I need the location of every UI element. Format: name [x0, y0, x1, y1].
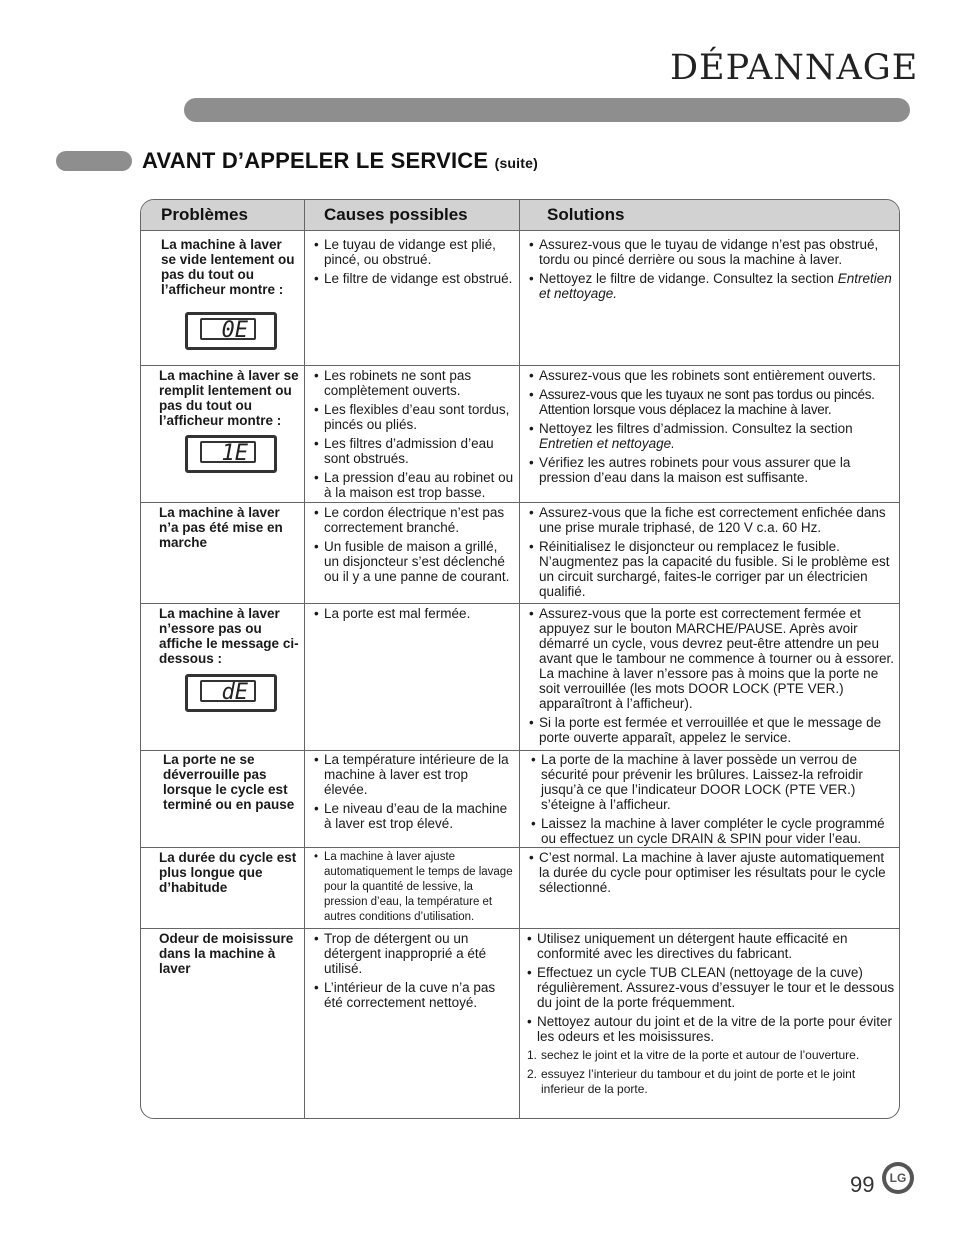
solution-reference: Entretien et nettoyage.	[539, 436, 675, 451]
solution-item: • Nettoyez autour du joint et de la vitre de la porte pour éviter les odeurs et les moisissures.	[527, 1014, 895, 1044]
cause-item: • Le tuyau de vidange est plié, pincé, ou obstrué.	[314, 237, 514, 267]
display-icon	[185, 312, 277, 350]
solution-item: • Assurez-vous que le tuyau de vidange n’est pas obstrué, tordu ou pincé derrière ou sous la machine à laver.	[529, 237, 894, 267]
problem-fill: La machine à laver se remplit lentement ou pas du tout ou l’afficheur montre :	[159, 368, 299, 428]
causes-fill	[314, 368, 514, 504]
solution-item	[529, 421, 895, 451]
cause-item: • La température intérieure de la machine à laver est trop élevée.	[314, 752, 514, 797]
troubleshooting-table	[140, 199, 900, 1119]
cause-item: • Le filtre de vidange est obstrué.	[314, 271, 514, 286]
solution-item: • Assurez-vous que les robinets sont entièrement ouverts.	[529, 368, 895, 383]
display-code: 1E	[200, 441, 256, 463]
causes-door	[314, 752, 514, 835]
header-bar	[184, 98, 910, 122]
table-header	[141, 200, 899, 231]
solution-item: • Assurez-vous que la fiche est correctement enfichée dans une prise murale triphasé, de 120 V c.a. 60 Hz.	[529, 505, 895, 535]
solutions-odor	[527, 931, 895, 1101]
solution-text: Nettoyez les filtres d’admission. Consultez la section	[539, 421, 853, 436]
lg-logo-icon	[882, 1162, 914, 1194]
solutions-drain	[529, 237, 894, 305]
solution-item: • Utilisez uniquement un détergent haute efficacité en conformité avec les directives du fabricant.	[527, 931, 895, 961]
solution-item: • Assurez-vous que les tuyaux ne sont pas tordus ou pincés. Attention lorsque vous déplacez la machine à laver.	[529, 387, 895, 417]
row-divider	[141, 750, 899, 751]
cause-item: • Un fusible de maison a grillé, un disjoncteur s’est déclenché ou il y a une panne de courant.	[314, 539, 514, 584]
solution-step	[527, 1067, 895, 1097]
cause-item: • Les filtres d’admission d’eau sont obstrués.	[314, 436, 514, 466]
page-number: 99	[850, 1172, 875, 1197]
causes-duration	[314, 850, 516, 929]
display-code: 0E	[200, 318, 256, 340]
cause-item: • Les robinets ne sont pas complètement ouverts.	[314, 368, 514, 398]
solution-item: • La porte de la machine à laver possède un verrou de sécurité pour prévenir les brûlures. Laissez-la refroidir jusqu’à ce que l’indicateur DOOR LOCK (PTE VER.) s’éteigne à l’afficheur.	[531, 752, 895, 812]
display-icon	[185, 674, 277, 712]
solution-item: • Laissez la machine à laver compléter le cycle programmé ou effectuez un cycle DRAIN & SPIN pour vider l’eau.	[531, 816, 895, 846]
solution-item: • Vérifiez les autres robinets pour vous assurer que la pression d’eau dans la maison est suffisante.	[529, 455, 895, 485]
solution-item: • Assurez-vous que la porte est correctement fermée et appuyez sur le bouton MARCHE/PAUSE. Après avoir démarré un cycle, vous devrez peut-être attendre un peu avant que le tambour ne commence à tourner ou à essorer. La machine à laver n’essore pas à moins que la porte ne soit verrouillée (les mots DOOR LOCK (PTE VER.) apparaîtront à l’afficheur).	[529, 606, 897, 711]
causes-spin	[314, 606, 514, 625]
solutions-spin	[529, 606, 897, 749]
section-pill	[56, 151, 132, 171]
cause-item: • La pression d’eau au robinet ou à la maison est trop basse.	[314, 470, 514, 500]
solution-reference: Entretien et nettoyage.	[539, 271, 892, 301]
display-code: dE	[200, 680, 256, 702]
row-divider	[141, 928, 899, 929]
solutions-fill	[529, 368, 895, 489]
header-problems: Problèmes	[161, 205, 248, 224]
step-text: sechez le joint et la vitre de la porte et autour de l’ouverture.	[541, 1048, 860, 1062]
solution-step	[527, 1048, 895, 1063]
solution-text: Nettoyez le filtre de vidange. Consultez la section	[539, 271, 834, 286]
row-divider	[141, 603, 899, 604]
section-title-suffix: (suite)	[494, 155, 538, 171]
cause-item: • La porte est mal fermée.	[314, 606, 514, 621]
column-divider	[519, 200, 520, 1119]
section-title	[142, 148, 538, 174]
cause-item: • Trop de détergent ou un détergent inapproprié a été utilisé.	[314, 931, 514, 976]
step-text: essuyez l’interieur du tambour et du joint de porte et le joint inferieur de la porte.	[541, 1067, 856, 1096]
cause-item: • La machine à laver ajuste automatiquement le temps de lavage pour la quantité de lessive, la pression d’eau, la température et autres conditions d’utilisation.	[314, 850, 516, 925]
row-divider	[141, 502, 899, 503]
problem-door: La porte ne se déverrouille pas lorsque le cycle est terminé ou en pause	[163, 752, 295, 812]
row-divider	[141, 365, 899, 366]
step-number: 2.	[527, 1067, 538, 1081]
page-title: DÉPANNAGE	[670, 48, 919, 88]
causes-odor	[314, 931, 514, 1014]
solution-item	[529, 271, 894, 301]
lg-logo-text: LG	[886, 1166, 910, 1190]
cause-item: • L’intérieur de la cuve n’a pas été correctement nettoyé.	[314, 980, 514, 1010]
causes-power	[314, 505, 514, 588]
section-title-text: AVANT D’APPELER LE SERVICE	[142, 148, 489, 173]
problem-spin: La machine à laver n’essore pas ou affiche le message ci-dessous :	[159, 606, 299, 666]
problem-odor: Odeur de moisissure dans la machine à laver	[159, 931, 294, 976]
column-divider	[304, 200, 305, 1119]
problem-duration: La durée du cycle est plus longue que d’habitude	[159, 850, 297, 895]
solutions-power	[529, 505, 895, 603]
cause-item: • Les flexibles d’eau sont tordus, pincés ou pliés.	[314, 402, 514, 432]
problem-power: La machine à laver n’a pas été mise en marche	[159, 505, 283, 550]
solution-item: • Si la porte est fermée et verrouillée et que le message de porte ouverte apparaît, appelez le service.	[529, 715, 897, 745]
cause-item: • Le niveau d’eau de la machine à laver est trop élevé.	[314, 801, 514, 831]
solution-item: • Effectuez un cycle TUB CLEAN (nettoyage de la cuve) régulièrement. Assurez-vous d’essuyer le tour et le dessous du joint de la porte fréquemment.	[527, 965, 895, 1010]
display-icon	[185, 435, 277, 473]
cause-item: • Le cordon électrique n’est pas correctement branché.	[314, 505, 514, 535]
solutions-door	[531, 752, 895, 850]
problem-drain: La machine à laver se vide lentement ou pas du tout ou l’afficheur montre :	[161, 237, 295, 297]
header-solutions: Solutions	[547, 205, 625, 224]
header-causes: Causes possibles	[324, 205, 468, 224]
solutions-duration	[529, 850, 895, 899]
solution-item: • Réinitialisez le disjoncteur ou remplacez le fusible. N’augmentez pas la capacité du fusible. Si le problème est un circuit surchargé, faites-le corriger par un électricien qualifié.	[529, 539, 895, 599]
solution-item: • C’est normal. La machine à laver ajuste automatiquement la durée du cycle pour optimiser les résultats pour le cycle sélectionné.	[529, 850, 895, 895]
causes-drain	[314, 237, 514, 290]
step-number: 1.	[527, 1048, 538, 1062]
